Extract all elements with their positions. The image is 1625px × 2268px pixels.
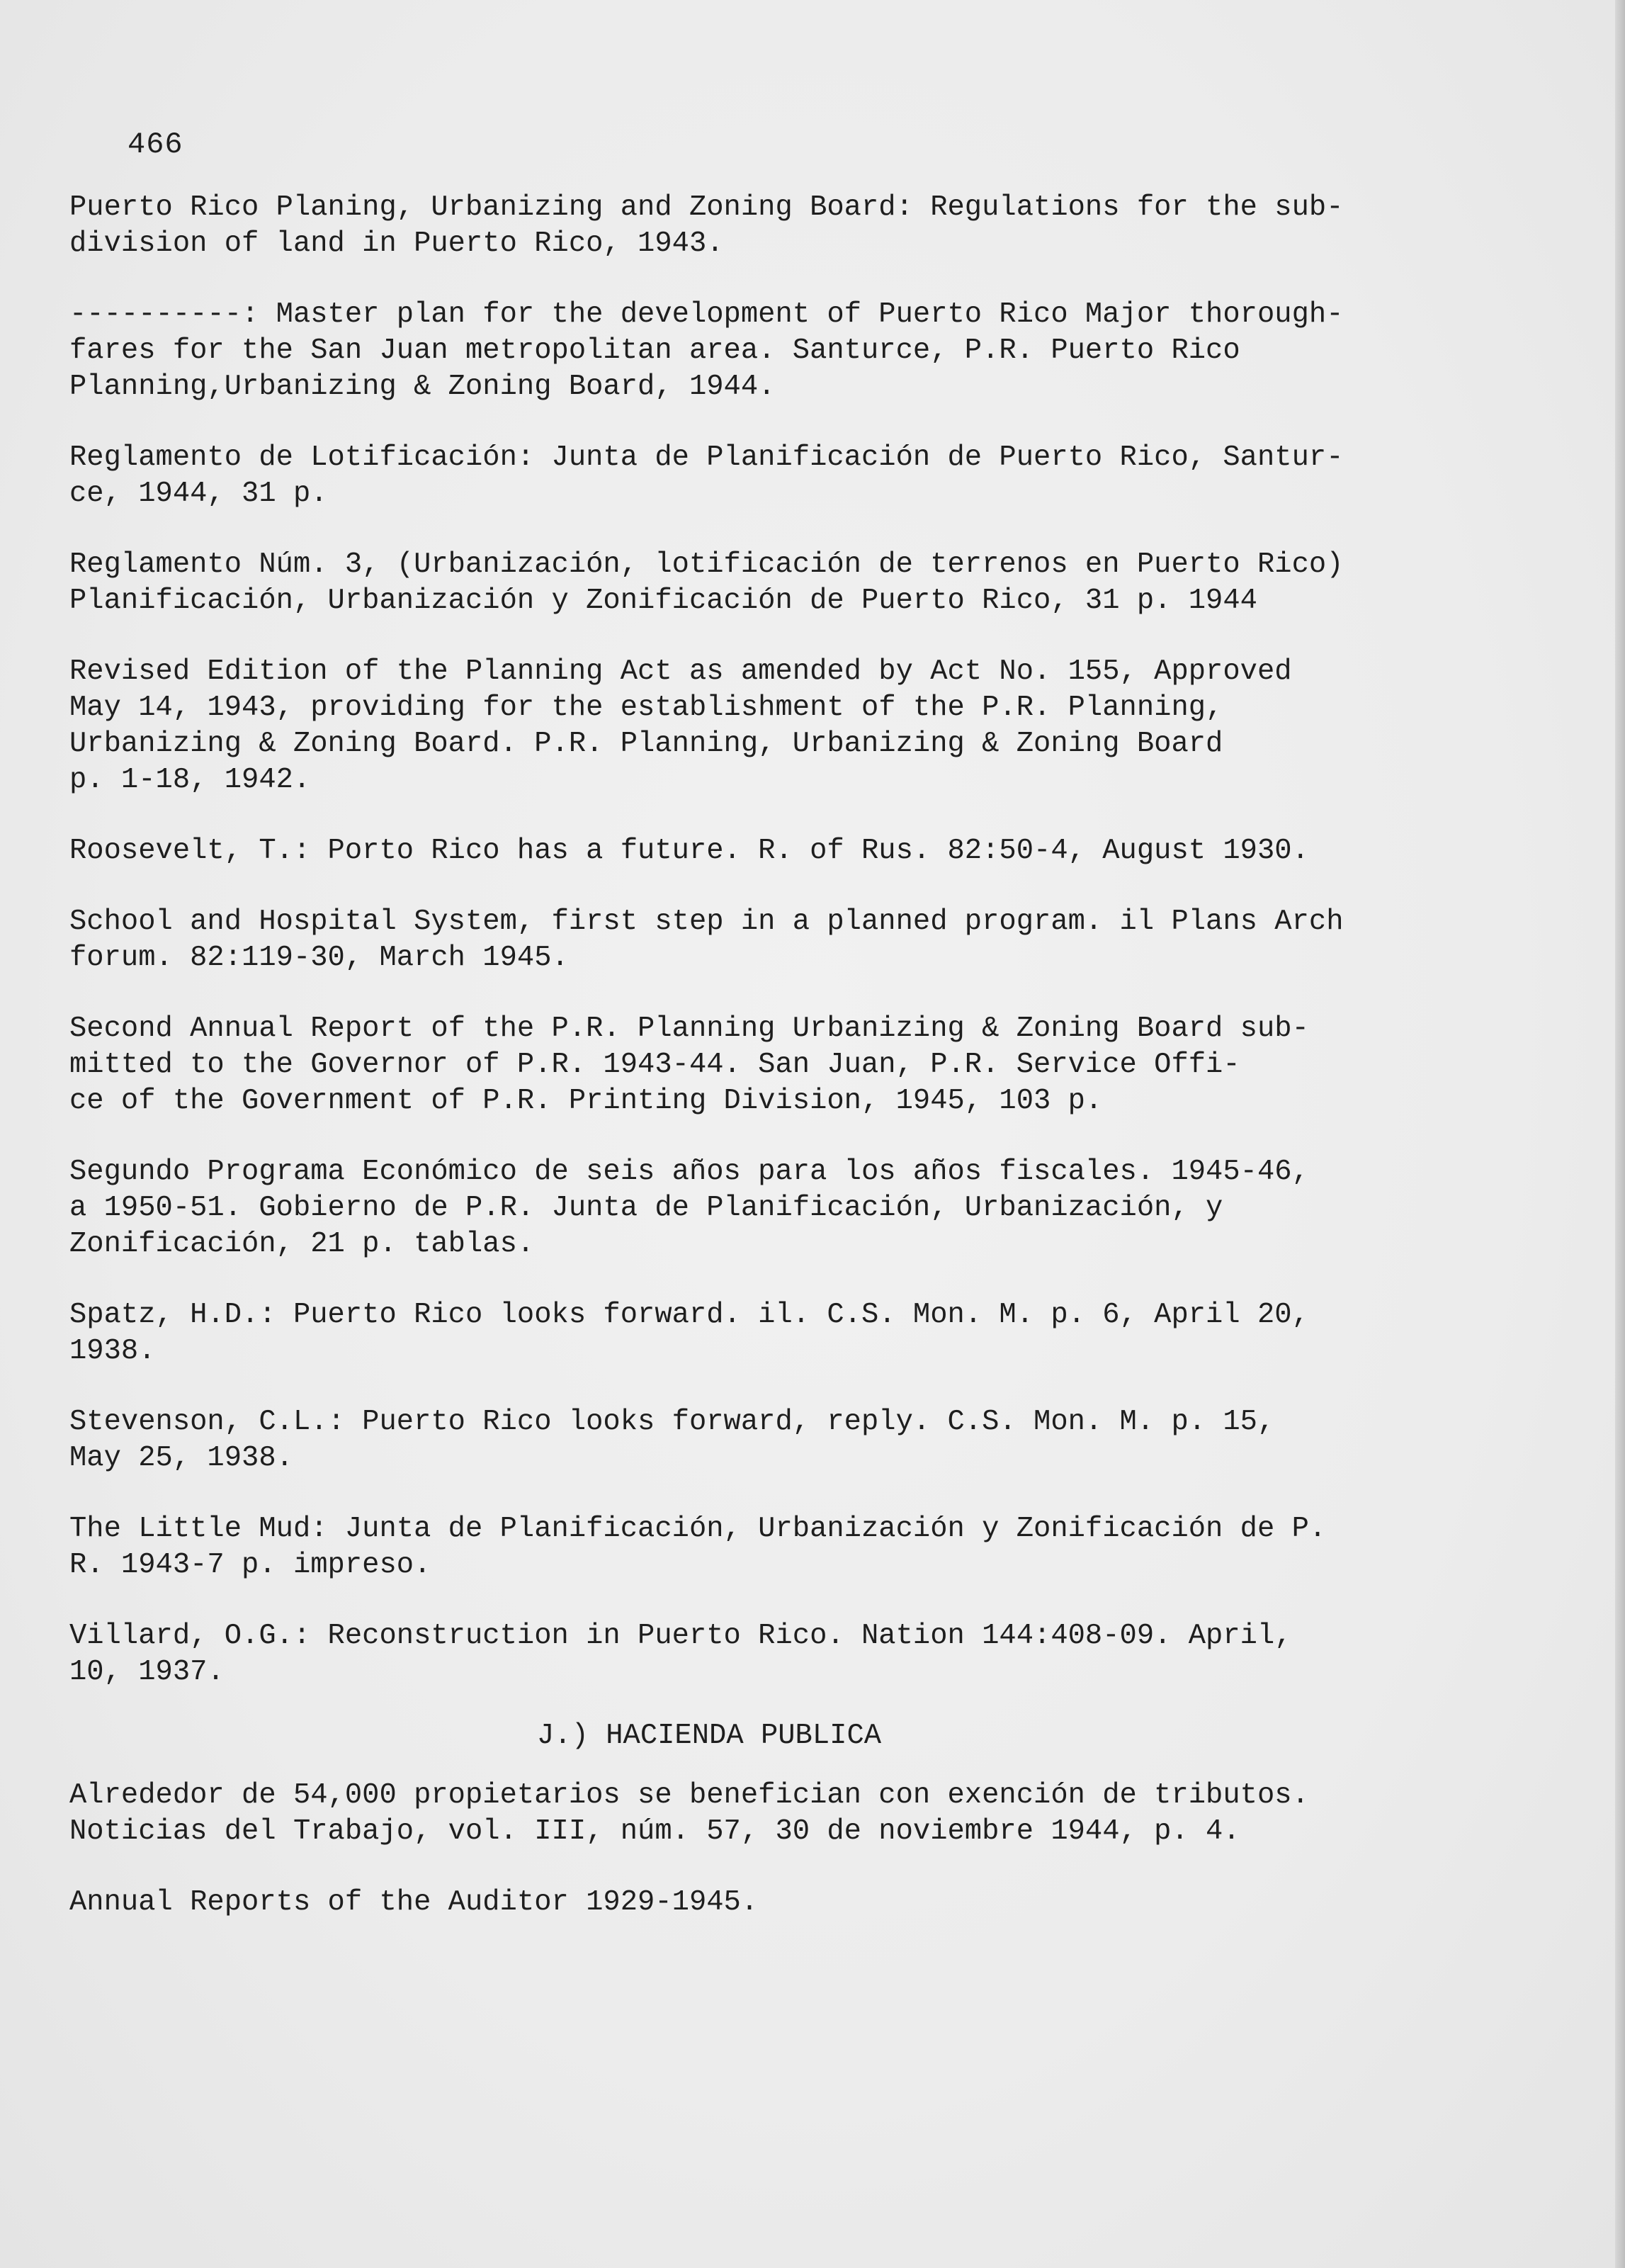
bibliography-entry: Spatz, H.D.: Puerto Rico looks forward. il. C.S. Mon. M. p. 6, April 20, 1938.: [69, 1299, 1309, 1367]
bibliography-entry: The Little Mud: Junta de Planificación, Urbanización y Zonificación de P. R. 1943-7 p. impreso.: [69, 1513, 1327, 1581]
bibliography-entry: Segundo Programa Económico de seis años para los años fiscales. 1945-46, a 1950-51. Gobierno de P.R. Junta de Planificación, Urbanización, y Zonificación, 21 p. tablas.: [69, 1156, 1309, 1260]
bibliography-entry: ----------: Master plan for the development of Puerto Rico Major thorough- fares for the San Juan metropolitan area. Santurce, P.R. Puerto Rico Planning,Urbanizing & Zoning Board, 1944.: [69, 298, 1344, 403]
page-edge-shadow: [1615, 0, 1625, 2268]
bibliography-entry: Roosevelt, T.: Porto Rico has a future. R. of Rus. 82:50-4, August 1930.: [69, 835, 1309, 867]
bibliography-entry: Annual Reports of the Auditor 1929-1945.: [69, 1886, 759, 1919]
bibliography-entry: Alrededor de 54,000 propietarios se benefician con exención de tributos. Noticias del Trabajo, vol. III, núm. 57, 30 de noviembre 1944, p. 4.: [69, 1779, 1309, 1848]
bibliography-entry: Villard, O.G.: Reconstruction in Puerto Rico. Nation 144:408-09. April, 10, 1937.: [69, 1620, 1292, 1688]
bibliography-list: [69, 190, 1486, 1956]
page-number: 466: [128, 128, 183, 162]
bibliography-entry: Second Annual Report of the P.R. Planning Urbanizing & Zoning Board sub- mitted to the Governor of P.R. 1943-44. San Juan, P.R. Service Offi- ce of the Government of P.R. Printing Division, 1945, 103 p.: [69, 1012, 1309, 1117]
bibliography-entry: Reglamento de Lotificación: Junta de Planificación de Puerto Rico, Santur- ce, 1944, 31 p.: [69, 441, 1344, 510]
bibliography-entry: Revised Edition of the Planning Act as amended by Act No. 155, Approved May 14, 1943, providing for the establishment of the P.R. Planning, Urbanizing & Zoning Board. P.R. Planning, Urbanizing & Zoning Board p. 1-18, 1942.: [69, 655, 1292, 796]
section-heading: J.) HACIENDA PUBLICA: [537, 1720, 882, 1752]
bibliography-entry: Puerto Rico Planing, Urbanizing and Zoning Board: Regulations for the sub- division of land in Puerto Rico, 1943.: [69, 191, 1344, 260]
bibliography-entry: Stevenson, C.L.: Puerto Rico looks forward, reply. C.S. Mon. M. p. 15, May 25, 1938.: [69, 1406, 1275, 1474]
bibliography-entry: Reglamento Núm. 3, (Urbanización, lotificación de terrenos en Puerto Rico) Planificación, Urbanización y Zonificación de Puerto Rico, 31 p. 1944: [69, 548, 1344, 617]
bibliography-entry: School and Hospital System, first step in a planned program. il Plans Arch forum. 82:119-30, March 1945.: [69, 905, 1344, 974]
